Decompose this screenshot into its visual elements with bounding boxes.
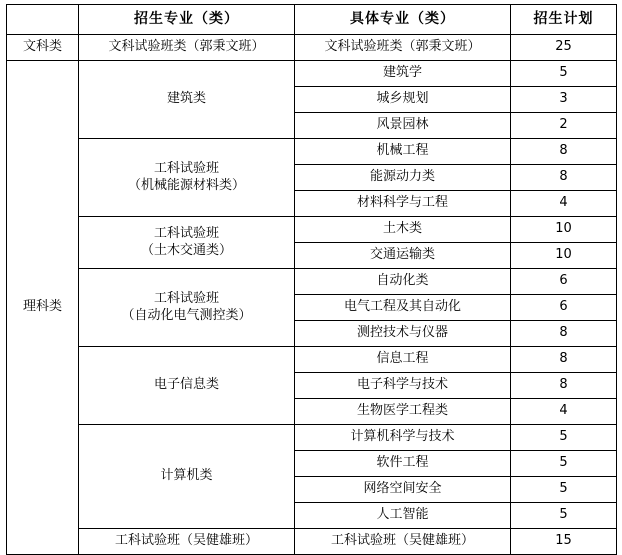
- table-row: [7, 425, 617, 451]
- major-cell: 电子信息类: [79, 347, 295, 425]
- enrollment-plan-table: [6, 4, 617, 555]
- table-row: [7, 269, 617, 295]
- major-line-1: 工科试验班: [153, 161, 219, 177]
- plan-count-cell: 2: [511, 113, 617, 139]
- specific-major-cell: 信息工程: [295, 347, 511, 373]
- table-row: [7, 217, 617, 243]
- plan-count-cell: 6: [511, 295, 617, 321]
- specific-major-cell: 风景园林: [295, 113, 511, 139]
- specific-major-cell: 生物医学工程类: [295, 399, 511, 425]
- plan-count-cell: 5: [511, 477, 617, 503]
- plan-count-cell: 5: [511, 503, 617, 529]
- plan-count-cell: 8: [511, 165, 617, 191]
- column-header-specific: 具体专业（类）: [295, 5, 511, 35]
- table-header: [7, 5, 617, 35]
- major-cell: 文科试验班类（郭秉文班）: [79, 35, 295, 61]
- column-header-major: 招生专业（类）: [79, 5, 295, 35]
- specific-major-cell: 交通运输类: [295, 243, 511, 269]
- specific-major-cell: 工科试验班（吴健雄班）: [295, 529, 511, 555]
- plan-count-cell: 8: [511, 321, 617, 347]
- table-row: [7, 35, 617, 61]
- plan-count-cell: 8: [511, 347, 617, 373]
- major-cell: [79, 217, 295, 269]
- specific-major-cell: 电子科学与技术: [295, 373, 511, 399]
- plan-count-cell: 5: [511, 425, 617, 451]
- plan-count-cell: 10: [511, 243, 617, 269]
- specific-major-cell: 计算机科学与技术: [295, 425, 511, 451]
- plan-count-cell: 5: [511, 451, 617, 477]
- plan-count-cell: 5: [511, 61, 617, 87]
- table-row: [7, 139, 617, 165]
- column-header-plan: 招生计划: [511, 5, 617, 35]
- specific-major-cell: 机械工程: [295, 139, 511, 165]
- major-line-1: 工科试验班: [153, 226, 219, 242]
- major-cell: 建筑类: [79, 61, 295, 139]
- table-header-row: [7, 5, 617, 35]
- specific-major-cell: 土木类: [295, 217, 511, 243]
- major-line-2: （自动化电气测控类）: [121, 307, 252, 323]
- major-cell: [79, 139, 295, 217]
- major-line-2: （土木交通类）: [140, 242, 232, 258]
- specific-major-cell: 自动化类: [295, 269, 511, 295]
- table-row: [7, 61, 617, 87]
- plan-count-cell: 3: [511, 87, 617, 113]
- table-body: [7, 35, 617, 555]
- specific-major-cell: 电气工程及其自动化: [295, 295, 511, 321]
- plan-count-cell: 8: [511, 139, 617, 165]
- category-cell: 理科类: [7, 61, 79, 555]
- specific-major-cell: 建筑学: [295, 61, 511, 87]
- column-header-blank: [7, 5, 79, 35]
- specific-major-cell: 文科试验班类（郭秉文班）: [295, 35, 511, 61]
- specific-major-cell: 测控技术与仪器: [295, 321, 511, 347]
- plan-count-cell: 4: [511, 399, 617, 425]
- major-cell: 计算机类: [79, 425, 295, 529]
- specific-major-cell: 城乡规划: [295, 87, 511, 113]
- plan-count-cell: 8: [511, 373, 617, 399]
- category-cell: 文科类: [7, 35, 79, 61]
- major-line-1: 工科试验班: [153, 291, 219, 307]
- major-cell: [79, 269, 295, 347]
- specific-major-cell: 能源动力类: [295, 165, 511, 191]
- specific-major-cell: 网络空间安全: [295, 477, 511, 503]
- table-row: [7, 347, 617, 373]
- plan-count-cell: 10: [511, 217, 617, 243]
- specific-major-cell: 材料科学与工程: [295, 191, 511, 217]
- major-line-2: （机械能源材料类）: [127, 177, 245, 193]
- major-cell: 工科试验班（吴健雄班）: [79, 529, 295, 555]
- table-row: [7, 529, 617, 555]
- plan-count-cell: 6: [511, 269, 617, 295]
- plan-count-cell: 4: [511, 191, 617, 217]
- specific-major-cell: 人工智能: [295, 503, 511, 529]
- plan-count-cell: 25: [511, 35, 617, 61]
- specific-major-cell: 软件工程: [295, 451, 511, 477]
- plan-count-cell: 15: [511, 529, 617, 555]
